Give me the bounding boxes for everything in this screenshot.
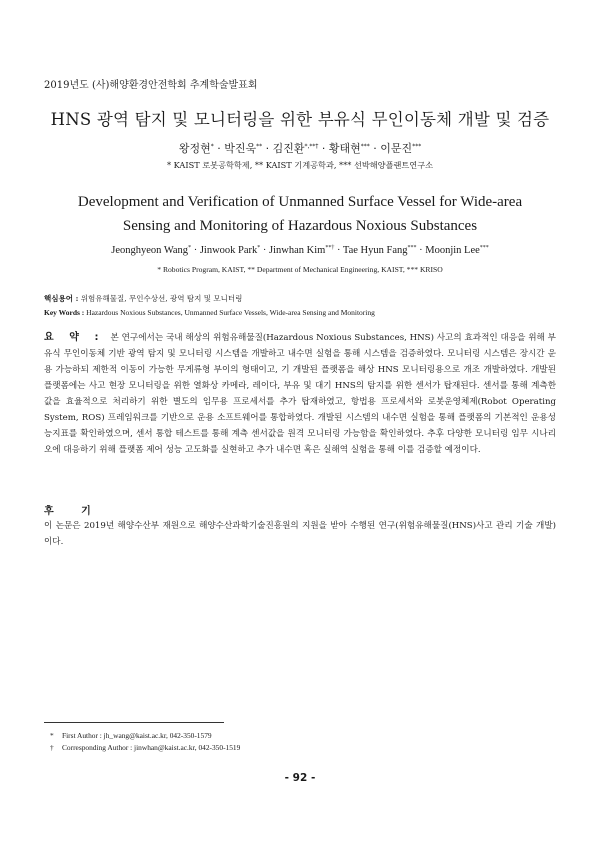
- title-en-line-1: Development and Verification of Unmanned Surface Vessel for Wide-area: [77, 194, 523, 210]
- author-ko-affiliation-mark: *: [210, 143, 214, 150]
- author-en-name: Jeonghyeon Wang: [111, 245, 189, 256]
- keywords-korean-label: 핵심용어 :: [44, 294, 79, 303]
- acknowledgement-heading: 후 기: [44, 506, 103, 517]
- author-en-affiliation-mark: ***: [407, 245, 417, 251]
- footnote-1-mark: *: [50, 731, 54, 740]
- keywords-english-line: [44, 306, 375, 320]
- author-en-affiliation-mark: **†: [325, 245, 335, 251]
- affiliations-english: * Robotics Program, KAIST, ** Department of Mechanical Engineering, KAIST, *** KRISO: [157, 265, 443, 274]
- footnote-divider: [44, 722, 224, 723]
- conference-name: 2019년도 (사)해양환경안전학회 추계학술발표회: [44, 80, 258, 91]
- abstract-label: 요 약 :: [44, 332, 105, 343]
- footnote-first-author: [50, 731, 212, 740]
- author-ko-affiliation-mark: ***: [412, 143, 422, 150]
- paper-title-english: [0, 190, 600, 238]
- affiliations-korean: * KAIST 로봇공학학제, ** KAIST 기계공학과, *** 선박해양플랜트연구소: [166, 160, 434, 170]
- keywords-english: Hazardous Noxious Substances, Unmanned Surface Vessels, Wide-area Sensing and Monitoring: [86, 308, 375, 317]
- abstract: [44, 330, 556, 458]
- author-en-name: Tae Hyun Fang: [342, 245, 408, 256]
- acknowledgement-text: 이 논문은 2019년 해양수산부 재원으로 해양수산과학기술진흥원의 지원을 받아 수행된 연구(위험유해물질(HNS)사고 관리 기술 개발)이다.: [44, 521, 556, 547]
- author-ko-name: 박진욱: [224, 142, 257, 155]
- author-en-affiliation-mark: *: [188, 245, 192, 251]
- author-en-affiliation-mark: *: [257, 245, 261, 251]
- author-en-name: Jinwhan Kim: [269, 245, 326, 256]
- footnote-2-text: Corresponding Author : jinwhan@kaist.ac.kr, 042-350-1519: [62, 743, 241, 752]
- author-ko-affiliation-mark: **: [256, 143, 263, 150]
- title-en-line-2: Sensing and Monitoring of Hazardous Noxious Substances: [122, 218, 478, 234]
- author-separator: ·: [262, 142, 273, 155]
- author-separator: ·: [191, 245, 200, 256]
- author-ko-affiliation-mark: ***: [360, 143, 370, 150]
- author-separator: ·: [334, 245, 343, 256]
- footnote-2-mark: †: [50, 743, 54, 752]
- author-en-affiliation-mark: ***: [479, 245, 489, 251]
- authors-korean: [0, 140, 600, 156]
- author-separator: ·: [260, 245, 270, 256]
- abstract-text: 본 연구에서는 국내 해상의 위험유해물질(Hazardous Noxious Substances, HNS) 사고의 효과적인 대응을 위해 부유식 무인이동체 기반 광역 탐지 및 모니터링 시스템을 개발하고 내수면 실험을 통해 시스템을 검증하였다. 모니터링 시스템은 장시간 운용 가능하되 제한적 이동이 가능한 무게류형 부이의 형태이고, 기 개발된 플랫폼을 해상 HNS 모니터링용으로 개조 개발하였다. 개발된 플랫폼에는 사고 현장 모니터링을 위한 열화상 카메라, 레이다, 부유 및 대기 HNS의 탐지를 위한 센서가 탑재된다. 센서를 통해 계측한 값을 효율적으로 처리하기 위한 별도의 임무용 프로세서를 추가 탑재하였고, 항법용 프로세서와 로봇운영체제(Robot Operating System, ROS) 프레임워크를 기반으로 운용 소프트웨어를 통합하였다. 개발된 시스템의 내수면 실험을 통해 플랫폼의 기본적인 운용성능지표를 확인하였으며, 센서 통합 테스트를 통해 계측 센서값을 원격 모니터링 가능함을 확인하였다. 추후 다양한 모니터링 임무 시나리오에 대응하기 위해 플랫폼 제어 성능 고도화를 실현하고 추가 내수면 혹은 실해역 실험을 통해 이를 검증할 예정이다.: [44, 333, 556, 455]
- keywords-korean-line: [44, 292, 375, 306]
- author-ko-name: 왕정현: [178, 142, 211, 155]
- author-ko-name: 김진환: [272, 142, 305, 155]
- author-ko-name: 이문진: [380, 142, 413, 155]
- keywords-korean: 위험유해물질, 무인수상선, 광역 탐지 및 모니터링: [80, 294, 243, 303]
- keywords-block: [44, 292, 375, 320]
- paper-title-korean: HNS 광역 탐지 및 모니터링을 위한 부유식 무인이동체 개발 및 검증: [50, 110, 550, 129]
- author-en-name: Jinwook Park: [199, 245, 258, 256]
- author-ko-affiliation-mark: *,**†: [304, 143, 319, 150]
- footnote-corresponding-author: [50, 743, 240, 752]
- keywords-english-label: Key Words :: [44, 308, 85, 317]
- author-separator: ·: [369, 142, 381, 155]
- author-ko-name: 황태현: [328, 142, 361, 155]
- authors-english: [0, 245, 600, 256]
- author-separator: ·: [213, 142, 225, 155]
- author-separator: ·: [318, 142, 329, 155]
- page-number: - 92 -: [284, 772, 316, 784]
- author-en-name: Moonjin Lee: [425, 245, 480, 256]
- author-separator: ·: [416, 245, 426, 256]
- footnote-1-text: First Author : jh_wang@kaist.ac.kr, 042-350-1579: [62, 731, 212, 740]
